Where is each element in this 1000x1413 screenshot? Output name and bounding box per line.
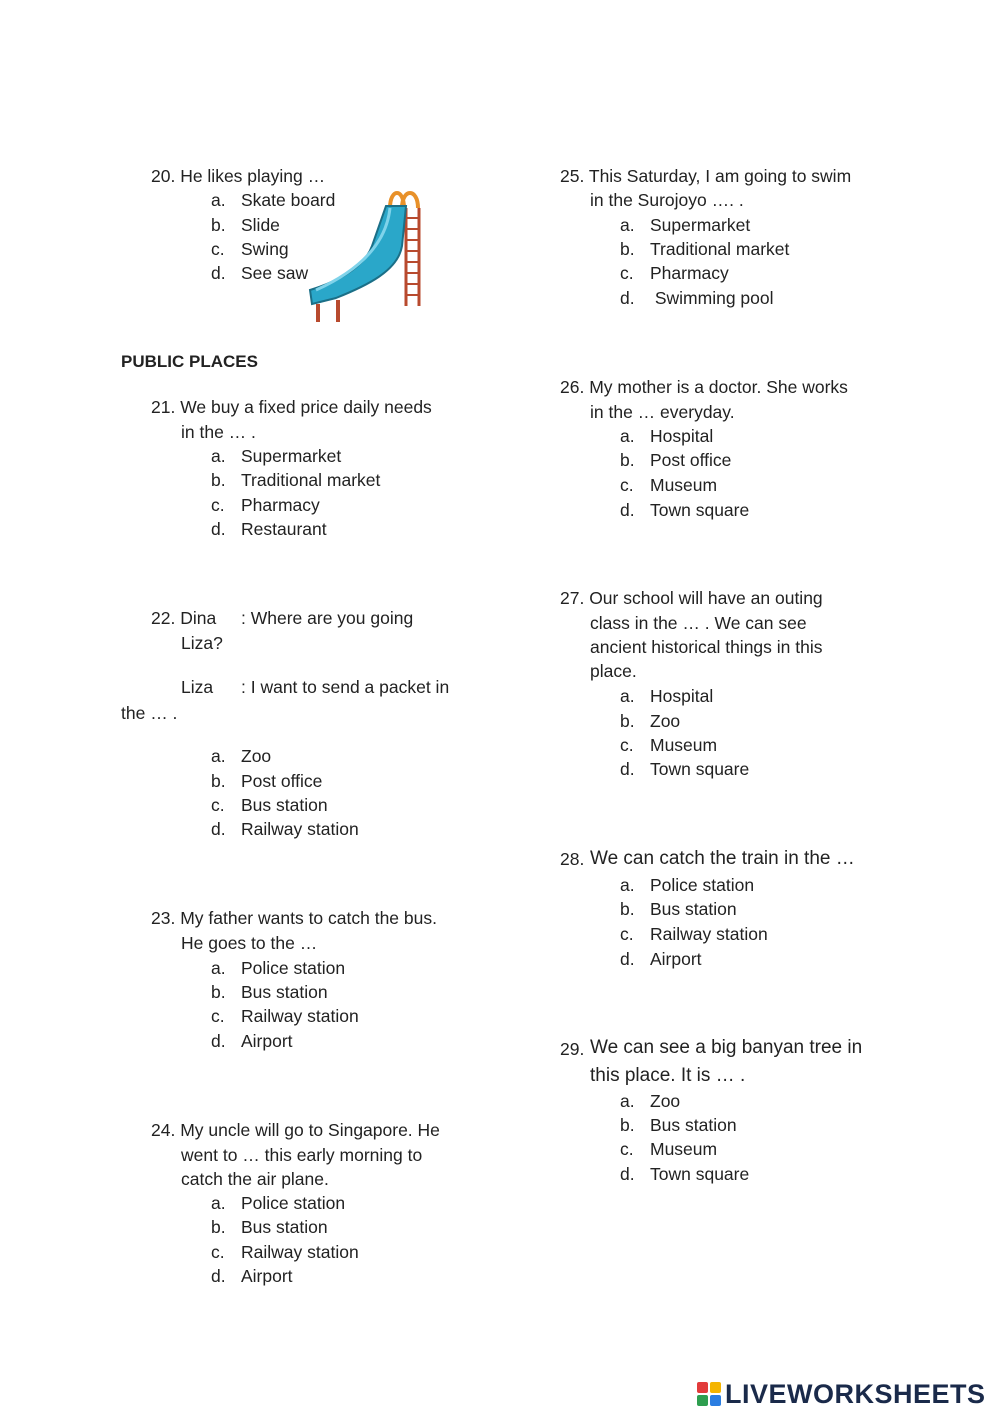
option-22b[interactable]: b. Post office bbox=[211, 771, 323, 791]
option-23a[interactable]: a. Police station bbox=[211, 958, 346, 978]
question-23-line-1: 23. My father wants to catch the bus. bbox=[151, 908, 437, 928]
option-27c[interactable]: c. Museum bbox=[620, 735, 718, 755]
logo-block-green bbox=[697, 1395, 708, 1406]
option-27b[interactable]: b. Zoo bbox=[620, 711, 681, 731]
option-28c[interactable]: c. Railway station bbox=[620, 924, 768, 944]
option-26d[interactable]: d. Town square bbox=[620, 500, 750, 520]
question-22-speaker-1: 22. Dina bbox=[151, 608, 217, 628]
question-29-line-2: this place. It is … . bbox=[590, 1065, 746, 1086]
option-28d[interactable]: d. Airport bbox=[620, 949, 702, 969]
question-22-line-4: the … . bbox=[121, 703, 178, 723]
question-22-speaker-2: Liza bbox=[181, 677, 214, 697]
question-22-line-3: : I want to send a packet in bbox=[241, 677, 450, 697]
question-27-line-2: class in the … . We can see bbox=[590, 613, 807, 633]
option-29d[interactable]: d. Town square bbox=[620, 1164, 750, 1184]
playground-slide-icon bbox=[306, 186, 428, 326]
logo-block-red bbox=[697, 1382, 708, 1393]
section-heading: PUBLIC PLACES bbox=[121, 352, 258, 371]
option-21b[interactable]: b. Traditional market bbox=[211, 470, 381, 490]
question-29-number: 29. bbox=[560, 1039, 585, 1059]
option-24d[interactable]: d. Airport bbox=[211, 1266, 293, 1286]
ladder-rungs bbox=[406, 218, 419, 295]
option-29c[interactable]: c. Museum bbox=[620, 1139, 718, 1159]
question-24-line-3: catch the air plane. bbox=[181, 1169, 329, 1189]
question-22-line-1: : Where are you going bbox=[241, 608, 414, 628]
option-25b[interactable]: b. Traditional market bbox=[620, 239, 790, 259]
option-23d[interactable]: d. Airport bbox=[211, 1031, 293, 1051]
option-27a[interactable]: a. Hospital bbox=[620, 686, 714, 706]
option-24b[interactable]: b. Bus station bbox=[211, 1217, 328, 1237]
question-28-number: 28. bbox=[560, 849, 585, 869]
option-25d[interactable]: d. Swimming pool bbox=[620, 288, 774, 308]
option-22c[interactable]: c. Bus station bbox=[211, 795, 328, 815]
option-22a[interactable]: a. Zoo bbox=[211, 746, 272, 766]
option-22d[interactable]: d. Railway station bbox=[211, 819, 359, 839]
question-21-line-2: in the … . bbox=[181, 422, 256, 442]
logo-block-blue bbox=[710, 1395, 721, 1406]
option-25c[interactable]: c. Pharmacy bbox=[620, 263, 729, 283]
option-21d[interactable]: d. Restaurant bbox=[211, 519, 327, 539]
question-26-line-1: 26. My mother is a doctor. She works bbox=[560, 377, 848, 397]
liveworksheets-logo-icon bbox=[697, 1382, 721, 1406]
option-26a[interactable]: a. Hospital bbox=[620, 426, 714, 446]
question-21-line-1: 21. We buy a fixed price daily needs bbox=[151, 397, 432, 417]
question-22-line-2: Liza? bbox=[181, 633, 223, 653]
option-23c[interactable]: c. Railway station bbox=[211, 1006, 359, 1026]
question-29-line-1: We can see a big banyan tree in bbox=[590, 1037, 863, 1058]
question-24-line-2: went to … this early morning to bbox=[181, 1145, 423, 1165]
option-29b[interactable]: b. Bus station bbox=[620, 1115, 737, 1135]
option-27d[interactable]: d. Town square bbox=[620, 759, 750, 779]
question-23-line-2: He goes to the … bbox=[181, 933, 318, 953]
option-20a[interactable]: a. Skate board bbox=[211, 190, 336, 210]
option-28b[interactable]: b. Bus station bbox=[620, 899, 737, 919]
option-23b[interactable]: b. Bus station bbox=[211, 982, 328, 1002]
option-26b[interactable]: b. Post office bbox=[620, 450, 732, 470]
option-20d[interactable]: d. See saw bbox=[211, 263, 309, 283]
question-27-line-1: 27. Our school will have an outing bbox=[560, 588, 823, 608]
option-25a[interactable]: a. Supermarket bbox=[620, 215, 751, 235]
option-21c[interactable]: c. Pharmacy bbox=[211, 495, 320, 515]
option-21a[interactable]: a. Supermarket bbox=[211, 446, 342, 466]
question-27-line-4: place. bbox=[590, 661, 637, 681]
question-25-line-2: in the Surojoyo …. . bbox=[590, 190, 744, 210]
question-20-text: 20. He likes playing … bbox=[151, 166, 326, 186]
option-20b[interactable]: b. Slide bbox=[211, 215, 280, 235]
option-20c[interactable]: c. Swing bbox=[211, 239, 289, 259]
brand-name: LIVEWORKSHEETS bbox=[725, 1379, 986, 1409]
question-26-line-2: in the … everyday. bbox=[590, 402, 735, 422]
option-29a[interactable]: a. Zoo bbox=[620, 1091, 681, 1111]
question-24-line-1: 24. My uncle will go to Singapore. He bbox=[151, 1120, 440, 1140]
question-27-line-3: ancient historical things in this bbox=[590, 637, 823, 657]
option-24a[interactable]: a. Police station bbox=[211, 1193, 346, 1213]
option-28a[interactable]: a. Police station bbox=[620, 875, 755, 895]
question-28-line-1: We can catch the train in the … bbox=[590, 848, 855, 869]
liveworksheets-brand[interactable] bbox=[697, 1378, 986, 1410]
question-25-line-1: 25. This Saturday, I am going to swim bbox=[560, 166, 852, 186]
option-26c[interactable]: c. Museum bbox=[620, 475, 718, 495]
slide-chute bbox=[310, 206, 406, 304]
option-24c[interactable]: c. Railway station bbox=[211, 1242, 359, 1262]
logo-block-yellow bbox=[710, 1382, 721, 1393]
